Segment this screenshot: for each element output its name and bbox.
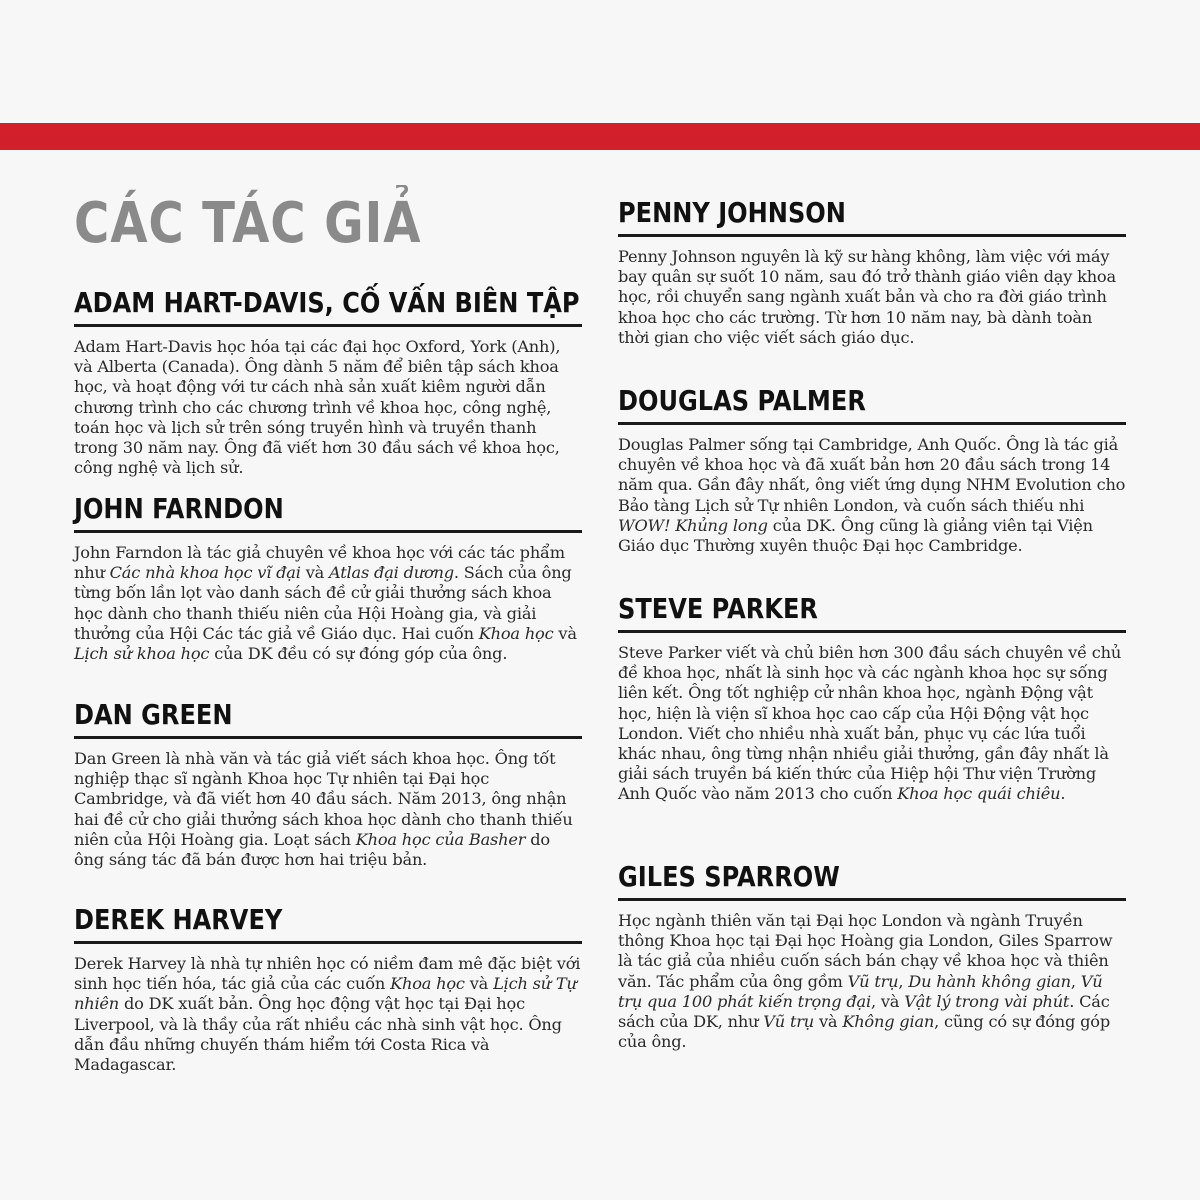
bio-text: Derek Harvey là nhà tự nhiên học có niềm đam mê đặc biệt với sinh học tiến hóa, tác giả của các cuốn — [74, 954, 581, 994]
bio-text: và — [814, 1012, 843, 1032]
author-bio — [618, 911, 1126, 1052]
bio-text: John Farndon là tác giả chuyên về khoa học với các tác phẩm như — [74, 543, 565, 583]
bio-text: , và — [870, 991, 905, 1011]
bio-text: Penny Johnson nguyên là kỹ sư hàng không, làm việc với máy bay quân sự suốt 10 năm, sau đó trở thành giáo viên dạy khoa học, rồi chuyển sang ngành xuất bản và cho ra đời giáo trình khoa học cho các trường. Từ hơn 10 năm nay, bà dành toàn thời gian cho việc viết sách giáo dục. — [618, 247, 1116, 347]
bio-text: . Sách của ông từng bốn lần lọt vào danh sách đề cử giải thưởng sách khoa học dành cho thanh thiếu niên của Hội Hoàng gia, và giải thưởng của Hội Các tác giả về Giáo dục. Hai cuốn — [74, 563, 572, 643]
italic-title: Khoa học — [478, 623, 554, 643]
bio-text: Học ngành thiên văn tại Đại học London và ngành Truyền thông Khoa học tại Đại học Hoàng gia London, Giles Sparrow là tác giả của nhiều cuốn sách bán chạy về khoa học và thiên văn. Tác phẩm của ông gồm — [618, 911, 1113, 991]
author-name: PENNY JOHNSON — [618, 196, 846, 229]
italic-title: Lịch sử khoa học — [74, 644, 210, 664]
italic-title: Các nhà khoa học vĩ đại — [109, 563, 301, 583]
author-name: DAN GREEN — [74, 698, 233, 731]
author-section-douglas-palmer — [618, 384, 1126, 556]
bio-text: do DK xuất bản. Ông học động vật học tại Đại học Liverpool, và là thầy của rất nhiều các nhà sinh vật học. Ông dẫn đầu những chuyến thám hiểm tới Costa Rica và Madagascar. — [74, 994, 562, 1075]
bio-text: và — [553, 623, 577, 643]
bio-text: . — [1060, 784, 1066, 804]
author-bio — [74, 749, 582, 870]
italic-title: Lịch sử Tự nhiên — [74, 974, 577, 1014]
divider — [74, 324, 582, 327]
italic-title: WOW! Khủng long — [618, 515, 768, 535]
author-name: ADAM HART-DAVIS, CỐ VẤN BIÊN TẬP — [74, 286, 580, 319]
author-section-steve-parker — [618, 592, 1126, 805]
italic-title: Khoa học quái chiêu — [897, 784, 1061, 804]
page-title: CÁC TÁC GIẢ — [74, 191, 422, 256]
bio-text: của DK. Ông cũng là giảng viên tại Viện Giáo dục Thường xuyên thuộc Đại học Cambridge. — [618, 515, 1093, 556]
bio-text: Steve Parker viết và chủ biên hơn 300 đầu sách chuyên về chủ đề khoa học, nhất là sinh học và các ngành khoa học sự sống liên kết. Ông tốt nghiệp cử nhân khoa học, ngành Động vật học, hiện là viện sĩ khoa học cao cấp của Hội Động vật học London. Viết cho nhiều nhà xuất bản, phục vụ các lứa tuổi khác nhau, ông từng nhận nhiều giải thưởng, gần đây nhất là giải sách truyền bá kiến thức của Hiệp hội Thư viện Trường Anh Quốc vào năm 2013 cho cuốn — [618, 643, 1122, 804]
italic-title: Vũ trụ qua 100 phát kiến trọng đại — [618, 971, 1103, 1011]
divider — [74, 530, 582, 533]
italic-title: Vật lý trong vài phút — [904, 991, 1070, 1011]
divider — [618, 630, 1126, 633]
bio-text: và — [464, 974, 494, 994]
italic-title: Atlas đại dương — [329, 563, 454, 583]
author-name: DEREK HARVEY — [74, 903, 283, 936]
author-section-dan-green — [74, 698, 582, 870]
author-section-giles-sparrow — [618, 860, 1126, 1052]
divider — [618, 422, 1126, 425]
author-section-adam-hart-davis — [74, 286, 582, 478]
italic-title: Khoa học của Basher — [355, 829, 526, 849]
author-name: GILES SPARROW — [618, 860, 840, 893]
bio-text: Adam Hart-Davis học hóa tại các đại học Oxford, York (Anh), và Alberta (Canada). Ông dành 5 năm để biên tập sách khoa học, và hoạt động với tư cách nhà sản xuất kiêm người dẫn chương trình cho các chương trình về khoa học, công nghệ, toán học và lịch sử trên sóng truyền hình và truyền thanh trong 30 năm nay. Ông đã viết hơn 30 đầu sách về khoa học, công nghệ và lịch sử. — [74, 337, 561, 478]
author-bio — [74, 337, 582, 478]
divider — [618, 898, 1126, 901]
author-bio — [618, 435, 1126, 556]
author-name: STEVE PARKER — [618, 592, 818, 625]
italic-title: Du hành không gian — [908, 971, 1071, 991]
bio-text: , — [1070, 971, 1081, 991]
author-section-john-farndon — [74, 492, 582, 664]
author-bio — [74, 543, 582, 664]
bio-text: do ông sáng tác đã bán được hơn hai triệu bản. — [74, 829, 550, 870]
bio-text: của DK đều có sự đóng góp của ông. — [209, 644, 508, 664]
italic-title: Không gian — [842, 1012, 935, 1032]
author-section-derek-harvey — [74, 903, 582, 1075]
author-bio — [618, 247, 1126, 348]
author-name: DOUGLAS PALMER — [618, 384, 866, 417]
bio-text: , — [898, 971, 909, 991]
bio-text: . Các sách của DK, như — [618, 991, 1110, 1032]
italic-title: Vũ trụ — [763, 1012, 815, 1032]
author-bio — [74, 954, 582, 1075]
divider — [618, 234, 1126, 237]
bio-text: Douglas Palmer sống tại Cambridge, Anh Quốc. Ông là tác giả chuyên về khoa học và đã xuất bản hơn 20 đầu sách trong 14 năm qua. Gần đây nhất, ông viết ứng dụng NHM Evolution cho Bảo tàng Lịch sử Tự nhiên London, và cuốn sách thiếu nhi — [618, 435, 1126, 515]
italic-title: Vũ trụ — [847, 971, 899, 991]
divider — [74, 941, 582, 944]
bio-text: , cũng có sự đóng góp của ông. — [618, 1012, 1111, 1052]
bio-text: Dan Green là nhà văn và tác giả viết sách khoa học. Ông tốt nghiệp thạc sĩ ngành Khoa học Tự nhiên tại Đại học Cambridge, và đã viết hơn 40 đầu sách. Năm 2013, ông nhận hai đề cử cho giải thưởng sách khoa học dành cho thanh thiếu niên của Hội Hoàng gia. Loạt sách — [74, 749, 573, 849]
divider — [74, 736, 582, 739]
top-red-band — [0, 123, 1200, 150]
italic-title: Khoa học — [390, 974, 465, 994]
author-name: JOHN FARNDON — [74, 492, 284, 525]
author-bio — [618, 643, 1126, 805]
author-section-penny-johnson — [618, 196, 1126, 348]
bio-text: và — [300, 563, 330, 583]
